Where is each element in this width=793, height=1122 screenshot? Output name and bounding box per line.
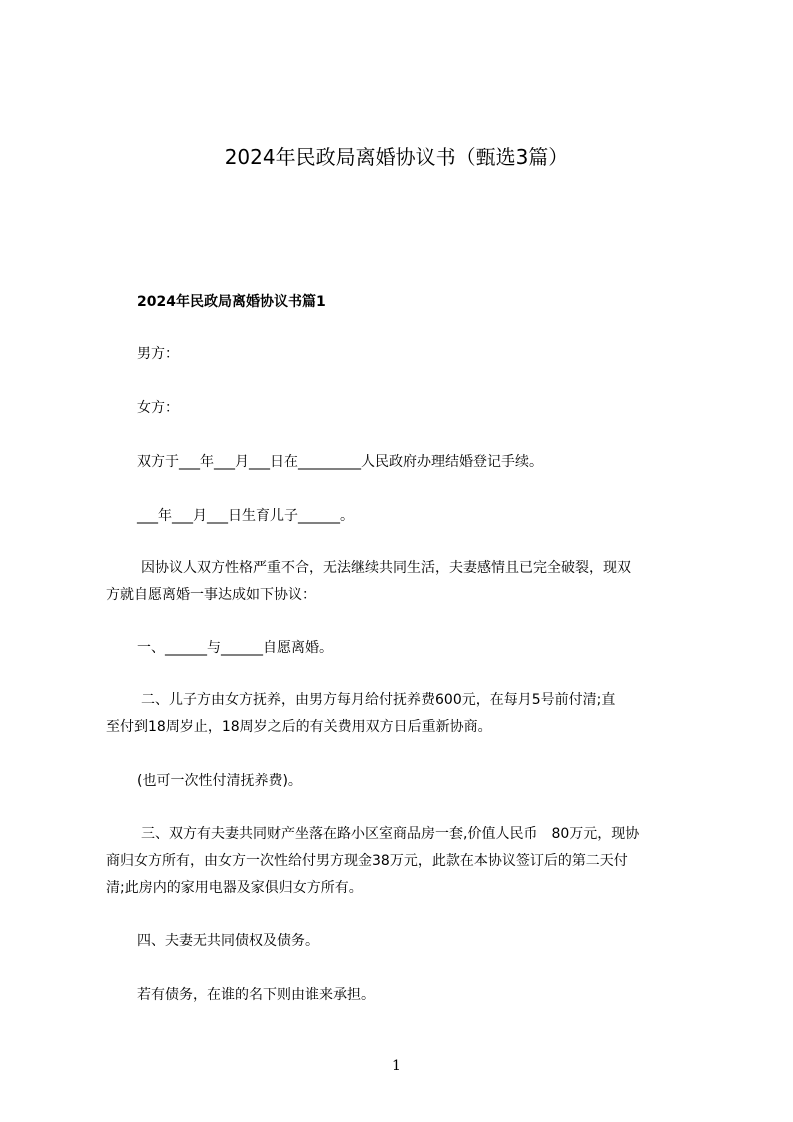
paragraph-line: 至付到18周岁止，18周岁之后的有关费用双方日后重新协商。 — [106, 719, 492, 735]
document-title: 2024年民政局离婚协议书（甄选3篇） — [224, 145, 569, 169]
paragraph-line: 二、儿子方由女方抚养，由男方每月给付抚养费600元，在每月5号前付清;直 — [141, 692, 616, 708]
paragraph-line: 男方： — [137, 346, 179, 362]
paragraph-line: 女方： — [137, 400, 179, 416]
section-heading: 2024年民政局离婚协议书篇1 — [137, 294, 326, 310]
paragraph-line: 因协议人双方性格严重不合，无法继续共同生活，夫妻感情且已完全破裂，现双 — [141, 560, 631, 576]
paragraph-line: (也可一次性付清抚养费)。 — [137, 773, 302, 789]
paragraph-line: 双方于___年___月___日在_________人民政府办理结婚登记手续。 — [137, 454, 543, 470]
paragraph-line: 一、______与______自愿离婚。 — [137, 640, 333, 656]
paragraph-line: ___年___月___日生育儿子______。 — [137, 508, 354, 524]
paragraph-line: 三、双方有夫妻共同财产坐落在路小区室商品房一套,价值人民币 80万元，现协 — [141, 826, 640, 842]
page-number: 1 — [392, 1058, 401, 1074]
paragraph-line: 商归女方所有，由女方一次性给付男方现金38万元，此款在本协议签订后的第二天付 — [106, 853, 628, 869]
paragraph-line: 四、夫妻无共同债权及债务。 — [137, 933, 319, 949]
paragraph-line: 若有债务，在谁的名下则由谁来承担。 — [137, 987, 375, 1003]
paragraph-line: 方就自愿离婚一事达成如下协议： — [106, 587, 316, 603]
paragraph-line: 清;此房内的家用电器及家俱归女方所有。 — [106, 880, 363, 896]
